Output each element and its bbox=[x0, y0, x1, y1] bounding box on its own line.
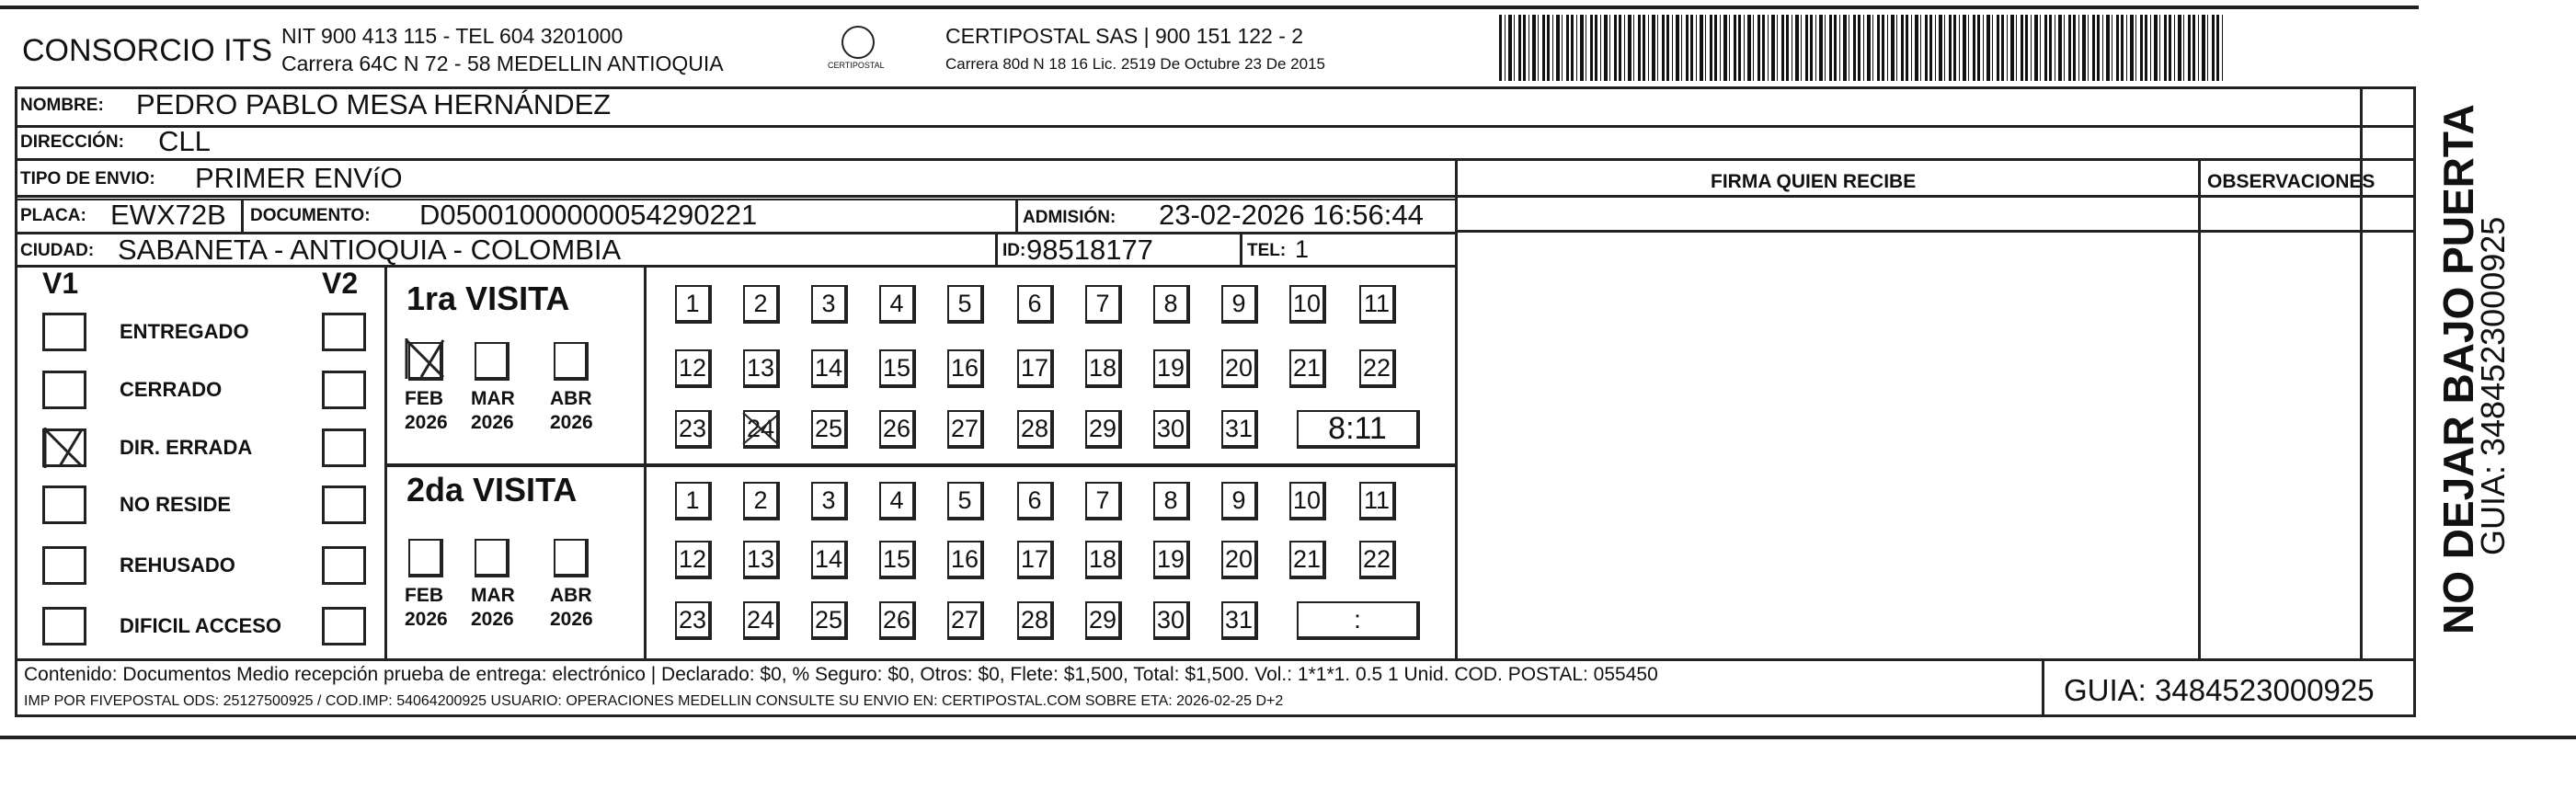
day-box[interactable]: 31 bbox=[1221, 601, 1258, 640]
tipo-envio-label: TIPO DE ENVIO: bbox=[20, 169, 155, 188]
day-box[interactable]: 13 bbox=[743, 349, 780, 388]
day-box[interactable]: 8 bbox=[1153, 285, 1190, 324]
month-checkbox[interactable] bbox=[408, 539, 443, 577]
month-label: ABR bbox=[550, 388, 592, 409]
day-box[interactable]: 13 bbox=[743, 541, 780, 579]
day-box[interactable]: 21 bbox=[1289, 541, 1326, 579]
day-box[interactable]: 27 bbox=[947, 601, 984, 640]
day-box[interactable]: 9 bbox=[1221, 482, 1258, 520]
day-box[interactable]: 20 bbox=[1221, 349, 1258, 388]
direccion-value: CLL bbox=[158, 125, 211, 157]
tel-label: TEL: bbox=[1247, 241, 1287, 260]
contenido-text: Contenido: Documentos Medio recepción prueba de entrega: electrónico | Declarado: $0, % Seguro: $0, Otros: $0, Flete: $1,500, Total: $1,500. Vol.: 1*1*1. 0.5 1 Unid. COD. POSTAL: 055450 bbox=[24, 664, 1658, 685]
v1-checkbox[interactable] bbox=[42, 313, 86, 351]
top-border bbox=[0, 6, 2419, 9]
id-value: 98518177 bbox=[1026, 234, 1153, 266]
year-label: 2026 bbox=[550, 412, 593, 433]
day-box[interactable]: 19 bbox=[1153, 541, 1190, 579]
time-box[interactable]: : bbox=[1297, 601, 1420, 640]
day-box[interactable]: 20 bbox=[1221, 541, 1258, 579]
day-box[interactable]: 24 bbox=[743, 410, 780, 449]
year-label: 2026 bbox=[471, 412, 514, 433]
placa-label: PLACA: bbox=[20, 206, 86, 225]
day-box[interactable]: 2 bbox=[743, 285, 780, 324]
day-box[interactable]: 18 bbox=[1085, 349, 1122, 388]
day-box[interactable]: 25 bbox=[811, 601, 848, 640]
day-box[interactable]: 3 bbox=[811, 482, 848, 520]
footer-guia: GUIA: 3484523000925 bbox=[2064, 673, 2375, 707]
status-label: DIFICIL ACCESO bbox=[120, 614, 282, 637]
no-dejar-notice: NO DEJAR BAJO PUERTA bbox=[2434, 104, 2482, 634]
day-box[interactable]: 12 bbox=[675, 349, 712, 388]
month-checkbox[interactable] bbox=[408, 342, 443, 381]
second-visit-title: 2da VISITA bbox=[406, 471, 578, 508]
checkmark-icon bbox=[41, 426, 89, 474]
day-box[interactable]: 14 bbox=[811, 349, 848, 388]
placa-value: EWX72B bbox=[110, 199, 226, 231]
day-box[interactable]: 16 bbox=[947, 349, 984, 388]
ciudad-value: SABANETA - ANTIOQUIA - COLOMBIA bbox=[118, 234, 622, 266]
documento-value: D05001000000054290221 bbox=[419, 199, 758, 231]
v2-checkbox[interactable] bbox=[322, 313, 366, 351]
admision-value: 23-02-2026 16:56:44 bbox=[1159, 199, 1424, 231]
day-box[interactable]: 12 bbox=[675, 541, 712, 579]
v1-checkbox[interactable] bbox=[42, 428, 86, 467]
month-label: ABR bbox=[550, 585, 592, 606]
month-label: FEB bbox=[405, 585, 443, 606]
carrier-address: Carrera 80d N 18 16 Lic. 2519 De Octubre 23 De 2015 bbox=[945, 55, 1325, 73]
ciudad-label: CIUDAD: bbox=[20, 241, 95, 260]
company-name: CONSORCIO ITS bbox=[22, 33, 273, 68]
day-box[interactable]: 16 bbox=[947, 541, 984, 579]
month-checkbox[interactable] bbox=[554, 342, 589, 381]
day-box[interactable]: 18 bbox=[1085, 541, 1122, 579]
day-box[interactable]: 19 bbox=[1153, 349, 1190, 388]
day-box[interactable]: 5 bbox=[947, 482, 984, 520]
day-box[interactable]: 26 bbox=[879, 410, 916, 449]
day-box[interactable]: 1 bbox=[675, 285, 712, 324]
tipo-envio-value: PRIMER ENVíO bbox=[195, 162, 403, 194]
day-box[interactable]: 3 bbox=[811, 285, 848, 324]
day-box[interactable]: 23 bbox=[675, 410, 712, 449]
v1-header: V1 bbox=[42, 267, 79, 300]
day-box[interactable]: 4 bbox=[879, 285, 916, 324]
day-box[interactable]: 22 bbox=[1359, 541, 1396, 579]
month-label: MAR bbox=[471, 585, 515, 606]
day-box[interactable]: 31 bbox=[1221, 410, 1258, 449]
day-box[interactable]: 9 bbox=[1221, 285, 1258, 324]
certipostal-logo-icon bbox=[841, 26, 875, 59]
year-label: 2026 bbox=[550, 609, 593, 630]
day-box[interactable]: 29 bbox=[1085, 410, 1122, 449]
day-box[interactable]: 17 bbox=[1017, 541, 1054, 579]
strike-icon bbox=[741, 411, 782, 448]
day-box[interactable]: 22 bbox=[1359, 349, 1396, 388]
direccion-label: DIRECCIÓN: bbox=[20, 132, 124, 152]
firma-label: FIRMA QUIEN RECIBE bbox=[1711, 171, 1917, 192]
v1-checkbox[interactable] bbox=[42, 485, 86, 524]
day-box[interactable]: 24 bbox=[743, 601, 780, 640]
day-box[interactable]: 10 bbox=[1289, 482, 1326, 520]
status-label: NO RESIDE bbox=[120, 493, 232, 516]
day-box[interactable]: 29 bbox=[1085, 601, 1122, 640]
day-box[interactable]: 6 bbox=[1017, 482, 1054, 520]
nombre-value: PEDRO PABLO MESA HERNÁNDEZ bbox=[136, 88, 612, 120]
admision-label: ADMISIÓN: bbox=[1023, 208, 1116, 227]
month-label: MAR bbox=[471, 388, 515, 409]
imp-text: IMP POR FIVEPOSTAL ODS: 25127500925 / COD.IMP: 54064200925 USUARIO: OPERACIONES MEDELLIN CONSULTE SU ENVIO EN: CERTIPOSTAL.COM SOBRE ETA: 2026-02-25 D+2 bbox=[24, 693, 1284, 709]
company-nit: NIT 900 413 115 - TEL 604 3201000 bbox=[281, 24, 624, 48]
month-checkbox[interactable] bbox=[475, 539, 509, 577]
day-box[interactable]: 21 bbox=[1289, 349, 1326, 388]
barcode bbox=[1499, 15, 2226, 81]
day-box[interactable]: 10 bbox=[1289, 285, 1326, 324]
nombre-label: NOMBRE: bbox=[20, 96, 104, 115]
day-box[interactable]: 30 bbox=[1153, 601, 1190, 640]
day-box[interactable]: 17 bbox=[1017, 349, 1054, 388]
tel-value: 1 bbox=[1295, 235, 1310, 263]
year-label: 2026 bbox=[471, 609, 514, 630]
v2-checkbox[interactable] bbox=[322, 546, 366, 585]
day-box[interactable]: 11 bbox=[1359, 482, 1396, 520]
v2-checkbox[interactable] bbox=[322, 607, 366, 645]
day-box[interactable]: 28 bbox=[1017, 410, 1054, 449]
status-label: ENTREGADO bbox=[120, 320, 249, 343]
v2-checkbox[interactable] bbox=[322, 371, 366, 409]
day-box[interactable]: 7 bbox=[1085, 285, 1122, 324]
day-box[interactable]: 7 bbox=[1085, 482, 1122, 520]
month-checkbox[interactable] bbox=[554, 539, 589, 577]
day-box[interactable]: 27 bbox=[947, 410, 984, 449]
month-checkbox[interactable] bbox=[475, 342, 509, 381]
v1-checkbox[interactable] bbox=[42, 546, 86, 585]
first-visit-title: 1ra VISITA bbox=[406, 280, 570, 317]
time-box[interactable]: 8:11 bbox=[1297, 410, 1420, 449]
logo-text: CERTIPOSTAL bbox=[828, 61, 885, 70]
day-box[interactable]: 25 bbox=[811, 410, 848, 449]
day-box[interactable]: 15 bbox=[879, 541, 916, 579]
v2-checkbox[interactable] bbox=[322, 428, 366, 467]
year-label: 2026 bbox=[405, 609, 448, 630]
day-box[interactable]: 11 bbox=[1359, 285, 1396, 324]
day-box[interactable]: 26 bbox=[879, 601, 916, 640]
status-label: REHUSADO bbox=[120, 554, 235, 577]
day-box[interactable]: 6 bbox=[1017, 285, 1054, 324]
v2-header: V2 bbox=[322, 267, 359, 300]
day-box[interactable]: 5 bbox=[947, 285, 984, 324]
documento-label: DOCUMENTO: bbox=[250, 206, 371, 225]
carrier-info: CERTIPOSTAL SAS | 900 151 122 - 2 bbox=[945, 24, 1304, 48]
day-box[interactable]: 4 bbox=[879, 482, 916, 520]
side-guia: GUIA: 3484523000925 bbox=[2474, 216, 2512, 555]
year-label: 2026 bbox=[405, 412, 448, 433]
status-label: DIR. ERRADA bbox=[120, 436, 253, 459]
day-box[interactable]: 23 bbox=[675, 601, 712, 640]
v1-checkbox[interactable] bbox=[42, 607, 86, 645]
day-box[interactable]: 14 bbox=[811, 541, 848, 579]
day-box[interactable]: 1 bbox=[675, 482, 712, 520]
id-label: ID: bbox=[1002, 241, 1026, 260]
bottom-border bbox=[0, 736, 2576, 739]
observaciones-label: OBSERVACIONES bbox=[2207, 171, 2376, 192]
status-label: CERRADO bbox=[120, 378, 223, 401]
checkmark-icon bbox=[403, 337, 451, 385]
v2-checkbox[interactable] bbox=[322, 485, 366, 524]
day-box[interactable]: 30 bbox=[1153, 410, 1190, 449]
month-label: FEB bbox=[405, 388, 443, 409]
day-box[interactable]: 8 bbox=[1153, 482, 1190, 520]
company-address: Carrera 64C N 72 - 58 MEDELLIN ANTIOQUIA bbox=[281, 51, 724, 75]
day-box[interactable]: 15 bbox=[879, 349, 916, 388]
day-box[interactable]: 28 bbox=[1017, 601, 1054, 640]
day-box[interactable]: 2 bbox=[743, 482, 780, 520]
v1-checkbox[interactable] bbox=[42, 371, 86, 409]
